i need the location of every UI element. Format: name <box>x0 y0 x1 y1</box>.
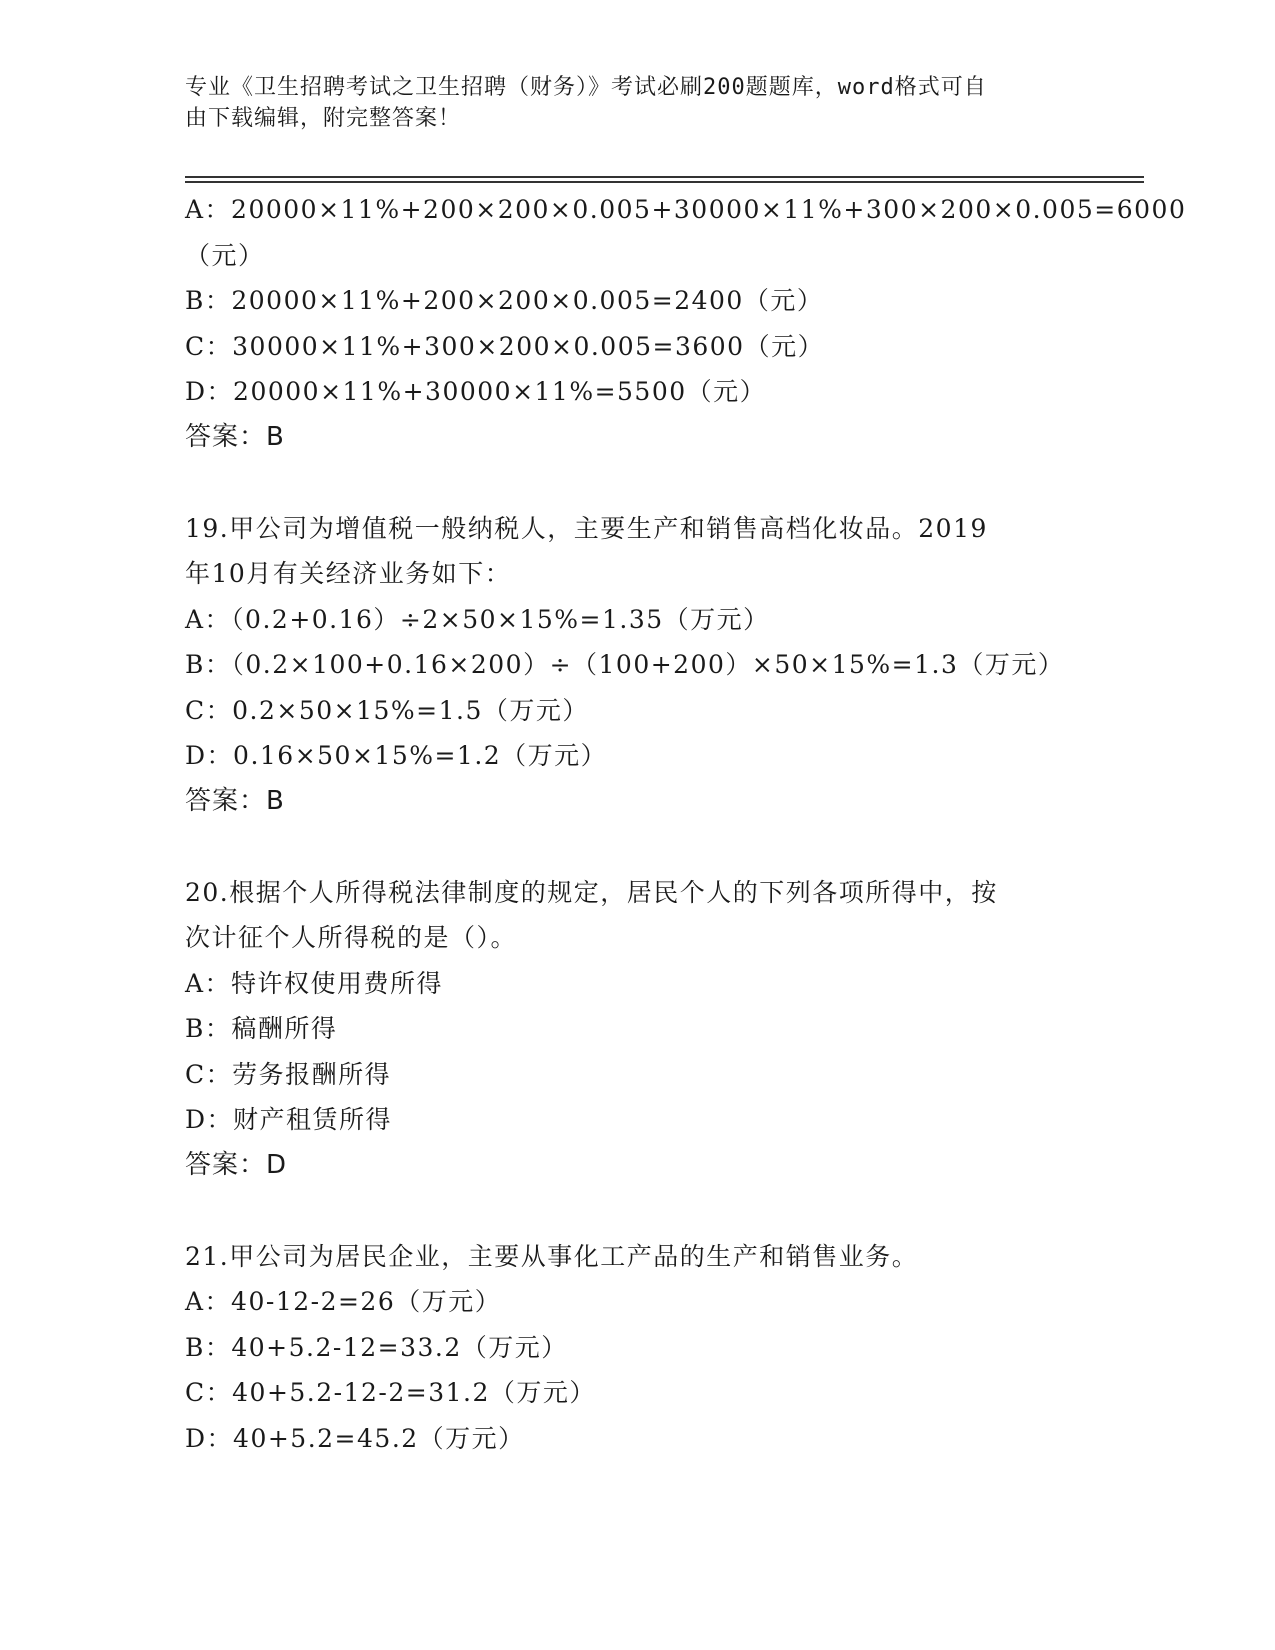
option-d: D：0.16×50×15%=1.2（万元） <box>185 741 608 770</box>
option-d: D：20000×11%+30000×11%=5500（元） <box>185 377 767 406</box>
header-divider-top <box>185 176 1144 178</box>
option-d: D：40+5.2=45.2（万元） <box>185 1423 525 1453</box>
spacer <box>185 824 1085 870</box>
document-header <box>185 72 1065 134</box>
spacer <box>185 460 1085 506</box>
answer: 答案：B <box>185 785 285 816</box>
question-block-18 <box>185 187 1187 460</box>
option-c: C：0.2×50×15%=1.5（万元） <box>185 695 589 725</box>
option-a: A：（0.2+0.16）÷2×50×15%=1.35（万元） <box>185 604 770 634</box>
question-title-line-1: 20.根据个人所得税法律制度的规定，居民个人的下列各项所得中，按 <box>185 877 998 907</box>
option-b: B：20000×11%+200×200×0.005=2400（元） <box>185 286 824 315</box>
document-body <box>185 187 1187 1461</box>
option-a-line-1: A：20000×11%+200×200×0.005+30000×11%+300×200×0.005=6000 <box>185 195 1187 224</box>
answer: 答案：D <box>185 1149 288 1180</box>
option-a-line-2: （元） <box>185 240 265 270</box>
question-block-19 <box>185 506 1085 825</box>
option-c: C：40+5.2-12-2=31.2（万元） <box>185 1378 596 1407</box>
option-d: D：财产租赁所得 <box>185 1105 393 1134</box>
option-b: B：（0.2×100+0.16×200）÷（100+200）×50×15%=1.3（万元） <box>185 650 1065 679</box>
question-block-21 <box>185 1234 1085 1462</box>
option-b: B：40+5.2-12=33.2（万元） <box>185 1332 568 1362</box>
question-title-line-2: 年10月有关经济业务如下： <box>185 559 512 588</box>
option-c: C：30000×11%+300×200×0.005=3600（元） <box>185 331 825 361</box>
option-b: B：稿酬所得 <box>185 1014 338 1043</box>
header-divider-bottom <box>185 181 1144 183</box>
option-a: A：40-12-2=26（万元） <box>185 1287 502 1316</box>
option-a: A：特许权使用费所得 <box>185 968 444 998</box>
question-title-line-1: 21.甲公司为居民企业，主要从事化工产品的生产和销售业务。 <box>185 1241 919 1271</box>
answer: 答案：B <box>185 421 285 452</box>
header-line-2: 由下载编辑，附完整答案！ <box>185 106 462 131</box>
header-line-1: 专业《卫生招聘考试之卫生招聘（财务）》考试必刷200题题库，word格式可自 <box>185 75 987 100</box>
spacer <box>185 1188 1085 1234</box>
question-title-line-2: 次计征个人所得税的是（）。 <box>185 923 518 952</box>
option-c: C：劳务报酬所得 <box>185 1059 392 1089</box>
question-title-line-1: 19.甲公司为增值税一般纳税人，主要生产和销售高档化妆品。2019 <box>185 513 988 543</box>
question-block-20 <box>185 870 1085 1189</box>
